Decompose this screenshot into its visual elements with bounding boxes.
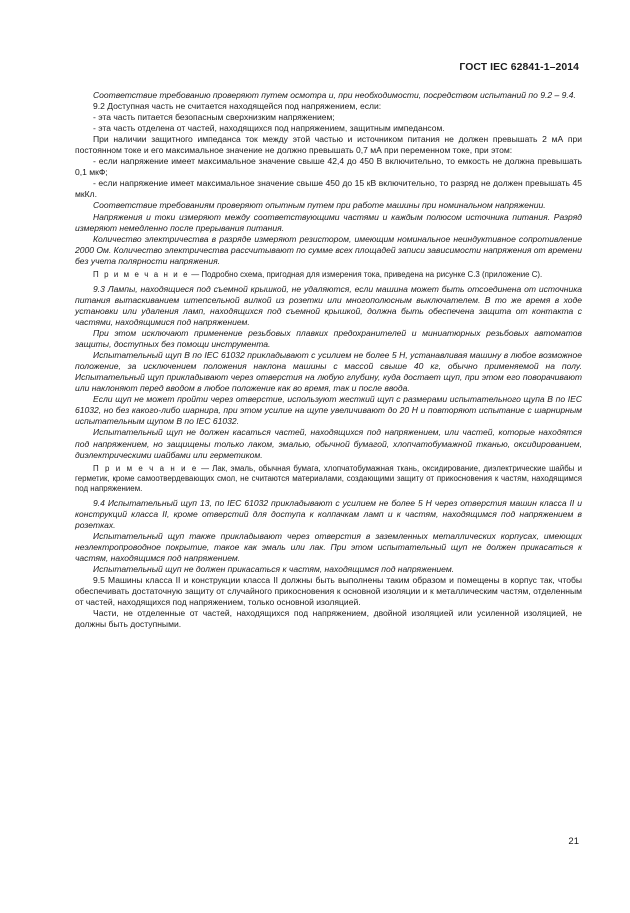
- note-text: — Подробно схема, пригодная для измерения тока, приведена на рисунке С.3 (приложение С).: [189, 269, 543, 279]
- page-number: 21: [568, 836, 579, 847]
- section-9-2: 9.2 Доступная часть не считается находящейся под напряжением, если:: [93, 101, 382, 112]
- list-item: - эта часть отделена от частей, находящихся под напряжением, защитным импедансом.: [93, 123, 445, 134]
- note: [75, 464, 582, 494]
- paragraph: Испытательный щуп не должен касаться частей, находящихся под напряжением, или частей, которые находятся под напряжением, но защищены только лаком, эмалью, обычной бумагой, хлопчатобумажной тканью, оксидированием, диэлектрическими шайбами или герметиком.: [75, 427, 582, 460]
- list-item: - эта часть питается безопасным сверхнизким напряжением;: [93, 112, 335, 123]
- section-9-5: 9.5 Машины класса II и конструкции класса II должны быть выполнены таким образом и помещены в корпус так, чтобы обеспечивать достаточную защиту от случайного прикосновения к основной изоляции и к металлическим частям, отделенным от частей, находящихся под напряжением, только основной изоляцией.: [75, 575, 582, 608]
- paragraph: При этом исключают применение резьбовых плавких предохранителей и миниатюрных резьбовых автоматов защиты, доступных без помощи инструмента.: [75, 328, 582, 350]
- paragraph: Соответствие требованию проверяют путем осмотра и, при необходимости, посредством испытаний по 9.2 – 9.4.: [93, 90, 576, 100]
- list-item: - если напряжение имеет максимальное значение свыше 42,4 до 450 В включительно, то емкость не должна превышать 0,1 мкФ;: [75, 156, 582, 178]
- paragraph: Если щуп не может пройти через отверстие, используют жесткий щуп с размерами испытательного щупа В по IEC 61032, но без какого-либо шарнира, при этом усилие на щупе увеличивают до 20 Н и повторяют испытание с шарнирным испытательным щупом В по IEC 61032.: [75, 394, 582, 427]
- document-header: ГОСТ IEC 62841-1–2014: [459, 62, 579, 73]
- paragraph: Количество электричества в разряде измеряют резистором, имеющим номинальное неиндуктивное сопротивление 2000 Ом. Количество электричества рассчитывают по сумме всех площадей записи зависимости напряжения от времени без учета полярности напряжения.: [75, 233, 582, 266]
- paragraph: Испытательный щуп также прикладывают через отверстия в заземленных металлических корпусах, имеющих неэлектропроводное покрытие, такое как эмаль или лак. При этом испытательный щуп не должен прикасаться к частям, находящимся под напряжением.: [75, 531, 582, 564]
- paragraph: Испытательный щуп В по IEC 61032 прикладывают с усилием не более 5 Н, устанавливая машину в любое возможное положение, за исключением положения наклона машины с массой свыше 40 кг, обычно применяемой на полу. Испытательный щуп прикладывают через отверстия на любую глубину, куда достает щуп, при этом его поворачивают или наклоняют перед вводом в любое положение как во время, так и после ввода.: [75, 350, 582, 394]
- list-item: - если напряжение имеет максимальное значение свыше 450 до 15 кВ включительно, то разряд не должен превышать 45 мкКл.: [75, 178, 582, 200]
- paragraph: Соответствие требованиям проверяют опытным путем при работе машины при номинальном напряжении.: [93, 200, 546, 211]
- note-label: П р и м е ч а н и е: [93, 463, 198, 473]
- paragraph: Части, не отделенные от частей, находящихся под напряжением, двойной изоляцией или усиленной изоляцией, не должны быть доступными.: [75, 608, 582, 630]
- section-9-3: 9.3 Лампы, находящиеся под съемной крышкой, не удаляются, если машина может быть отсоединена от источника питания вытаскиванием штепсельной вилкой из розетки или многополюсным выключателем. В то же время в ходе установки или удаления ламп, находящихся под съемной крышкой, должна быть обеспечена защита от контакта с частями, находящимися под напряжением.: [75, 283, 582, 327]
- note-text: — Лак, эмаль, обычная бумага, хлопчатобумажная ткань, оксидирование, диэлектрические шайбы и герметик, кроме самоотвердевающих смол, не считаются материалами, создающими защиту от прикосновения к частям, находящимся под напряжением.: [75, 463, 582, 493]
- note: [75, 270, 582, 280]
- paragraph: Испытательный щуп не должен прикасаться к частям, находящимся под напряжением.: [93, 564, 455, 575]
- document-body: [75, 90, 582, 630]
- paragraph: При наличии защитного импеданса ток между этой частью и источником питания не должен превышать 2 мА при постоянном токе и его максимальное значение не должно превышать 0,7 мА при переменном токе, при этом:: [75, 134, 582, 156]
- paragraph: Напряжения и токи измеряют между соответствующими частями и каждым полюсом источника питания. Разряд измеряют немедленно после прерывания питания.: [75, 211, 582, 233]
- note-label: П р и м е ч а н и е: [93, 269, 190, 279]
- section-9-4: 9.4 Испытательный щуп 13, по IEC 61032 прикладывают с усилием не более 5 Н через отверстия машин класса II и конструкций класса II, кроме отверстий для доступа к колпачкам ламп и к частям, находящимся под напряжением в розетках.: [75, 497, 582, 530]
